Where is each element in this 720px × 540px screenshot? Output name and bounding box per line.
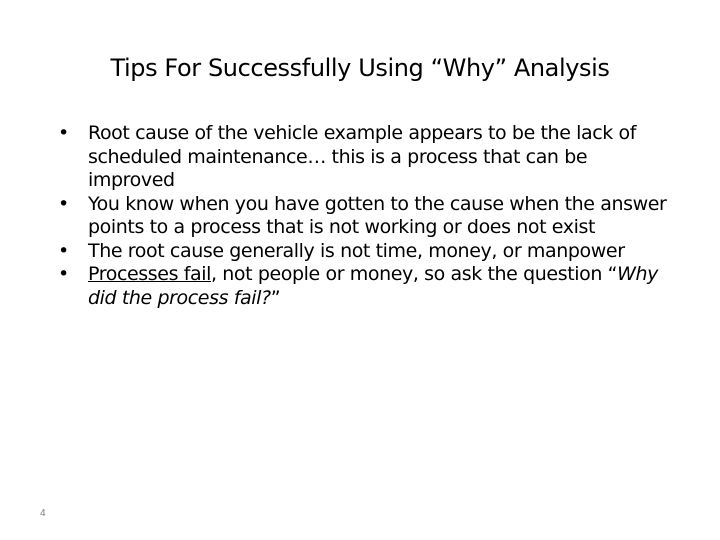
bullet-item	[58, 193, 668, 240]
bullet-text	[88, 263, 658, 309]
slide-title: Tips For Successfully Using “Why” Analysis	[110, 54, 610, 82]
bullet-item	[58, 122, 668, 193]
bullet-text: You know when you have gotten to the cause when the answer points to a process that is not working or does not exist	[88, 192, 667, 238]
bullet-text: The root cause generally is not time, money, or manpower	[88, 239, 625, 262]
page-number: 4	[40, 508, 46, 519]
bullet-text-end: ”	[270, 286, 281, 309]
bullet-dot-icon: •	[58, 239, 69, 262]
italic-question: Why did the process fail?	[88, 263, 658, 309]
bullet-text-middle: , not people or money, so ask the question “	[211, 263, 618, 285]
bullet-list	[58, 122, 668, 310]
underlined-phrase: Processes fail	[88, 263, 211, 285]
bullet-dot-icon: •	[58, 263, 69, 285]
bullet-dot-icon: •	[58, 192, 69, 215]
bullet-dot-icon: •	[58, 122, 69, 144]
bullet-item	[58, 240, 668, 264]
bullet-text: Root cause of the vehicle example appears to be the lack of scheduled maintenance… this is a process that can be improved	[88, 122, 637, 191]
bullet-item	[58, 263, 668, 310]
